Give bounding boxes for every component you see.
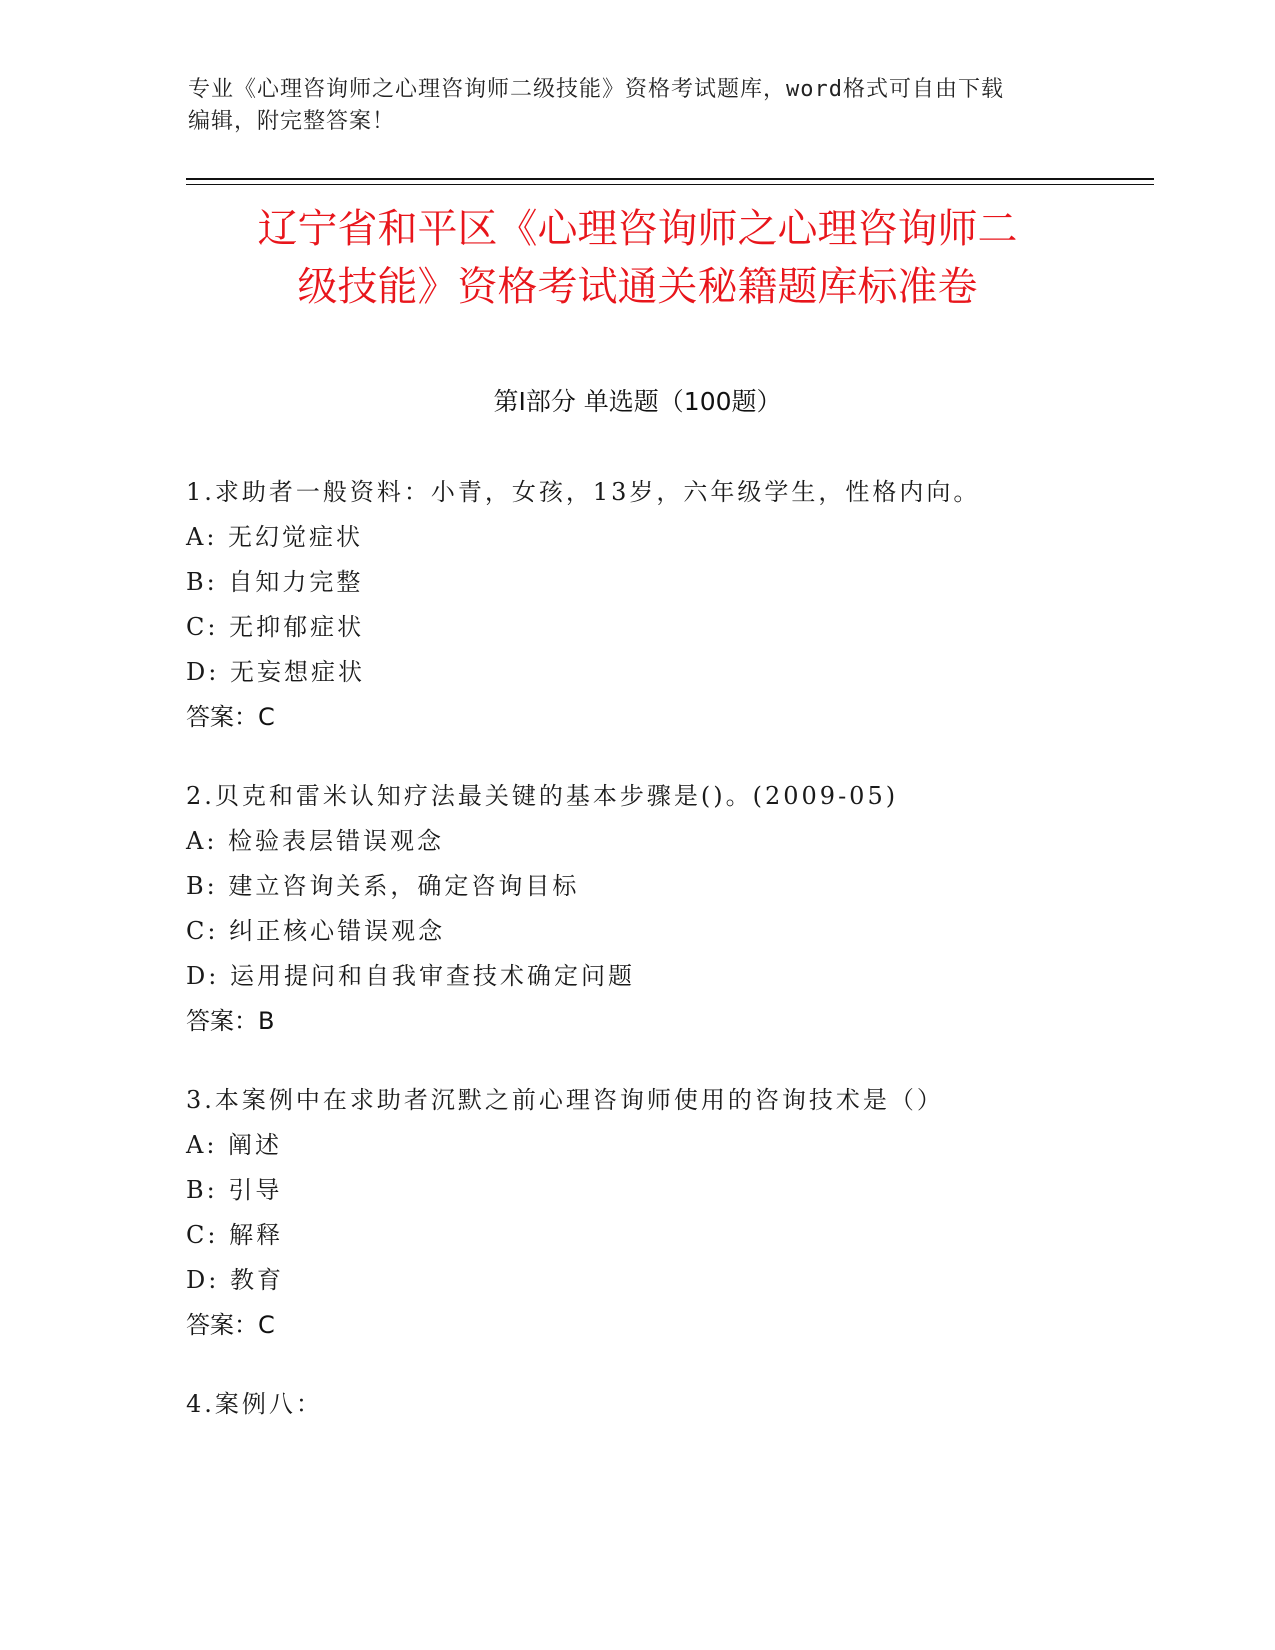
question-list <box>186 470 1156 1461</box>
document-title-line-1: 辽宁省和平区《心理咨询师之心理咨询师二 <box>257 206 1018 252</box>
question-stem: 1.求助者一般资料：小青，女孩，13岁，六年级学生，性格内向。 <box>186 478 981 506</box>
answer-key: 答案：C <box>186 703 275 731</box>
answer-option: C: 纠正核心错误观念 <box>186 917 446 945</box>
question-item <box>186 1382 1156 1427</box>
header-note <box>188 74 1078 138</box>
question-item <box>186 774 1156 1044</box>
document-title-line-2: 级技能》资格考试通关秘籍题库标准卷 <box>297 264 978 310</box>
question-stem: 4.案例八： <box>186 1390 323 1418</box>
answer-option: C: 无抑郁症状 <box>186 613 365 641</box>
answer-option: A: 阐述 <box>186 1131 283 1159</box>
header-note-line-2: 编辑，附完整答案！ <box>188 109 396 134</box>
answer-option: A: 检验表层错误观念 <box>186 827 445 855</box>
document-title <box>150 200 1125 316</box>
answer-key: 答案：C <box>186 1311 275 1339</box>
answer-option: D: 无妄想症状 <box>186 658 365 686</box>
header-note-line-1: 专业《心理咨询师之心理咨询师二级技能》资格考试题库，word格式可自由下载 <box>188 77 1004 102</box>
answer-key: 答案：B <box>186 1007 275 1035</box>
answer-option: D: 运用提问和自我审查技术确定问题 <box>186 962 635 990</box>
answer-option: C: 解释 <box>186 1221 284 1249</box>
question-stem: 2.贝克和雷米认知疗法最关键的基本步骤是()。(2009-05) <box>186 782 899 810</box>
answer-option: B: 建立咨询关系，确定咨询目标 <box>186 872 580 900</box>
answer-option: A: 无幻觉症状 <box>186 523 364 551</box>
header-divider-thick <box>186 178 1154 180</box>
answer-option: D: 教育 <box>186 1266 284 1294</box>
question-item <box>186 470 1156 740</box>
question-stem: 3.本案例中在求助者沉默之前心理咨询师使用的咨询技术是（） <box>186 1086 944 1114</box>
question-item <box>186 1078 1156 1348</box>
answer-option: B: 自知力完整 <box>186 568 364 596</box>
answer-option: B: 引导 <box>186 1176 283 1204</box>
section-heading: 第Ⅰ部分 单选题（100题） <box>493 387 782 416</box>
header-divider-thin <box>186 184 1154 185</box>
